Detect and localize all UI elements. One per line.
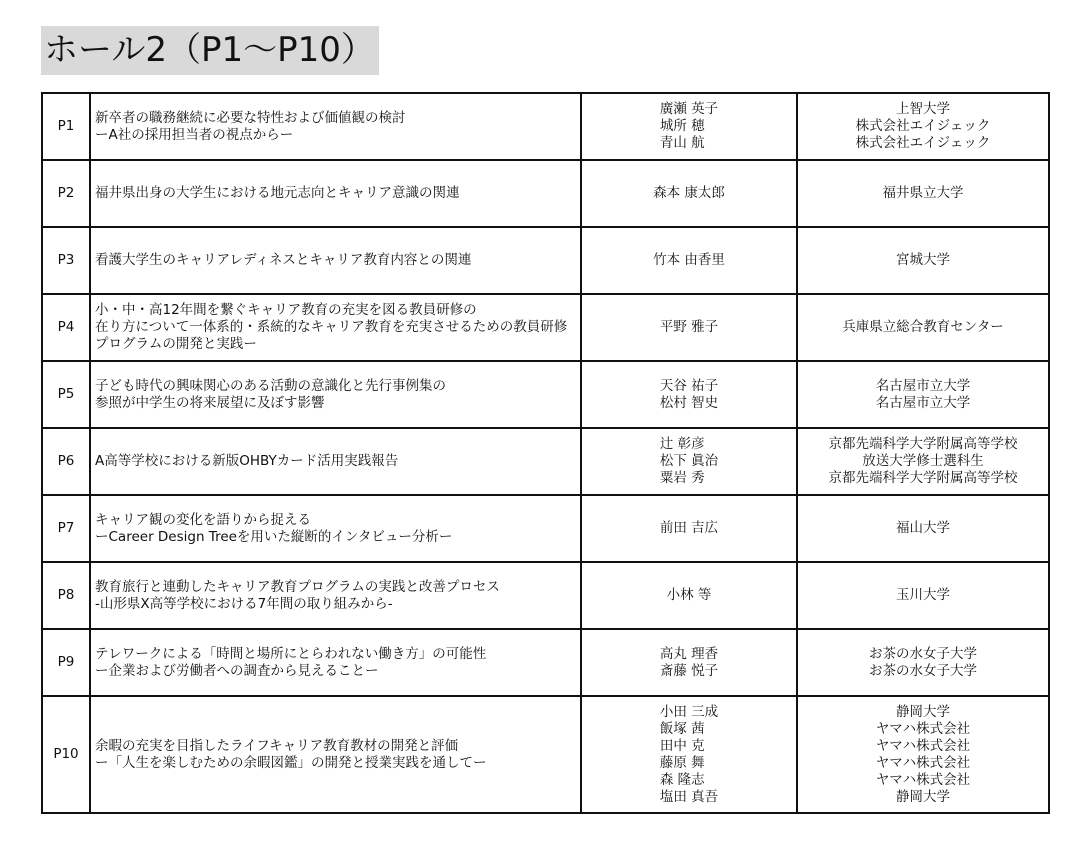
affiliation-name: 兵庫県立総合教育センター xyxy=(842,319,1004,335)
session-title-line: 参照が中学生の将来展望に及ぼす影響 xyxy=(95,394,325,411)
session-row xyxy=(42,428,1049,495)
session-authors xyxy=(581,93,797,160)
affiliation-name: お茶の水女子大学 xyxy=(869,645,977,662)
session-affiliations xyxy=(797,93,1049,160)
session-authors xyxy=(581,227,797,294)
session-title xyxy=(90,562,581,629)
session-title-line: -山形県X高等学校における7年間の取り組みから- xyxy=(95,595,393,612)
session-title-line: テレワークによる「時間と場所にとらわれない働き方」の可能性 xyxy=(95,645,487,662)
author-name: 天谷 祐子 xyxy=(659,377,719,394)
author-name: 廣瀬 英子 xyxy=(659,101,719,117)
author-name: 高丸 理香 xyxy=(659,645,719,662)
affiliation-name: 名古屋市立大学 xyxy=(875,394,971,411)
author-name: 竹本 由香里 xyxy=(653,252,725,268)
session-table xyxy=(41,92,1050,814)
session-title-line: ーCareer Design Treeを用いた縦断的インタビュー分析ー xyxy=(95,528,453,545)
session-id: P6 xyxy=(42,428,90,495)
session-title xyxy=(90,160,581,227)
author-name: 藤原 舞 xyxy=(659,754,705,771)
session-title xyxy=(90,227,581,294)
author-name: 田中 克 xyxy=(659,737,705,754)
session-title-line: 新卒者の職務継続に必要な特性および価値観の検討 xyxy=(95,109,406,126)
affiliation-name: 静岡大学 xyxy=(896,788,950,805)
author-name: 塩田 真吾 xyxy=(659,788,719,805)
affiliation-name: 放送大学修士選科生 xyxy=(862,453,984,469)
page-title: ホール2（P1～P10） xyxy=(41,26,379,75)
session-row xyxy=(42,495,1049,562)
affiliation-name: 株式会社エイジェック xyxy=(855,135,991,151)
session-rows xyxy=(42,93,1049,813)
affiliation-name: お茶の水女子大学 xyxy=(869,662,977,679)
author-name: 森本 康太郎 xyxy=(653,185,725,201)
session-id: P3 xyxy=(42,227,90,294)
session-id: P9 xyxy=(42,629,90,696)
session-authors xyxy=(581,629,797,696)
session-title-line: プログラムの開発と実践ー xyxy=(95,336,257,352)
session-authors xyxy=(581,361,797,428)
author-name: 斎藤 悦子 xyxy=(659,662,719,679)
session-authors xyxy=(581,696,797,813)
session-title xyxy=(90,361,581,428)
session-authors xyxy=(581,495,797,562)
session-id: P5 xyxy=(42,361,90,428)
session-title-line: A高等学校における新版OHBYカード活用実践報告 xyxy=(95,453,399,469)
session-title-line: 子ども時代の興味関心のある活動の意識化と先行事例集の xyxy=(95,377,446,394)
author-name: 飯塚 茜 xyxy=(659,720,705,737)
session-authors xyxy=(581,160,797,227)
session-title-line: 在り方について一体系的・系統的なキャリア教育を充実させるための教員研修 xyxy=(95,319,568,335)
affiliation-name: 福井県立大学 xyxy=(882,185,964,201)
author-name: 松村 智史 xyxy=(659,394,719,411)
affiliation-name: ヤマハ株式会社 xyxy=(875,720,971,737)
session-row xyxy=(42,93,1049,160)
session-title-line: 教育旅行と連動したキャリア教育プログラムの実践と改善プロセス xyxy=(95,578,500,595)
session-row xyxy=(42,562,1049,629)
affiliation-name: 上智大学 xyxy=(896,101,950,117)
session-title-line: ー企業および労働者への調査から見えることー xyxy=(95,662,379,679)
affiliation-name: ヤマハ株式会社 xyxy=(875,737,971,754)
session-affiliations xyxy=(797,160,1049,227)
session-title-line: 看護大学生のキャリアレディネスとキャリア教育内容との関連 xyxy=(95,252,472,268)
author-name: 森 隆志 xyxy=(659,771,705,788)
session-title-line: 小・中・高12年間を繋ぐキャリア教育の充実を図る教員研修の xyxy=(95,302,477,318)
author-name: 城所 穂 xyxy=(659,118,705,134)
affiliation-name: 宮城大学 xyxy=(896,252,950,268)
author-name: 小林 等 xyxy=(666,587,712,603)
session-title-line: ー「人生を楽しむための余暇図鑑」の開発と授業実践を通してー xyxy=(95,754,487,771)
affiliation-name: 京都先端科学大学附属高等学校 xyxy=(828,436,1018,452)
session-title xyxy=(90,696,581,813)
author-name: 平野 雅子 xyxy=(659,319,719,335)
author-name: 前田 吉広 xyxy=(659,520,719,536)
affiliation-name: 玉川大学 xyxy=(896,587,950,603)
session-affiliations xyxy=(797,495,1049,562)
session-title-line: 余暇の充実を目指したライフキャリア教育教材の開発と評価 xyxy=(95,737,459,754)
affiliation-name: ヤマハ株式会社 xyxy=(875,771,971,788)
author-name: 小田 三成 xyxy=(659,703,719,720)
session-title-line: 福井県出身の大学生における地元志向とキャリア意識の関連 xyxy=(95,185,460,201)
session-title xyxy=(90,294,581,361)
session-id: P4 xyxy=(42,294,90,361)
affiliation-name: 株式会社エイジェック xyxy=(855,118,991,134)
session-title xyxy=(90,93,581,160)
session-title xyxy=(90,495,581,562)
affiliation-name: 京都先端科学大学附属高等学校 xyxy=(828,470,1018,486)
session-authors xyxy=(581,294,797,361)
session-affiliations xyxy=(797,696,1049,813)
affiliation-name: 名古屋市立大学 xyxy=(875,377,971,394)
session-row xyxy=(42,696,1049,813)
author-name: 松下 眞治 xyxy=(659,453,719,469)
session-affiliations xyxy=(797,294,1049,361)
session-row xyxy=(42,294,1049,361)
session-id: P8 xyxy=(42,562,90,629)
session-row xyxy=(42,361,1049,428)
author-name: 粟岩 秀 xyxy=(659,470,705,486)
session-row xyxy=(42,160,1049,227)
session-affiliations xyxy=(797,227,1049,294)
author-name: 辻 彰彦 xyxy=(659,436,705,452)
session-affiliations xyxy=(797,629,1049,696)
session-authors xyxy=(581,428,797,495)
session-id: P2 xyxy=(42,160,90,227)
session-id: P7 xyxy=(42,495,90,562)
session-title xyxy=(90,428,581,495)
affiliation-name: ヤマハ株式会社 xyxy=(875,754,971,771)
author-name: 青山 航 xyxy=(659,135,705,151)
session-title-line: ーA社の採用担当者の視点からー xyxy=(95,126,294,143)
session-title-line: キャリア観の変化を語りから捉える xyxy=(95,511,311,528)
session-authors xyxy=(581,562,797,629)
session-affiliations xyxy=(797,361,1049,428)
session-affiliations xyxy=(797,562,1049,629)
session-row xyxy=(42,629,1049,696)
affiliation-name: 福山大学 xyxy=(896,520,950,536)
session-id: P10 xyxy=(42,696,90,813)
session-id: P1 xyxy=(42,93,90,160)
session-row xyxy=(42,227,1049,294)
session-affiliations xyxy=(797,428,1049,495)
session-title xyxy=(90,629,581,696)
affiliation-name: 静岡大学 xyxy=(896,703,950,720)
